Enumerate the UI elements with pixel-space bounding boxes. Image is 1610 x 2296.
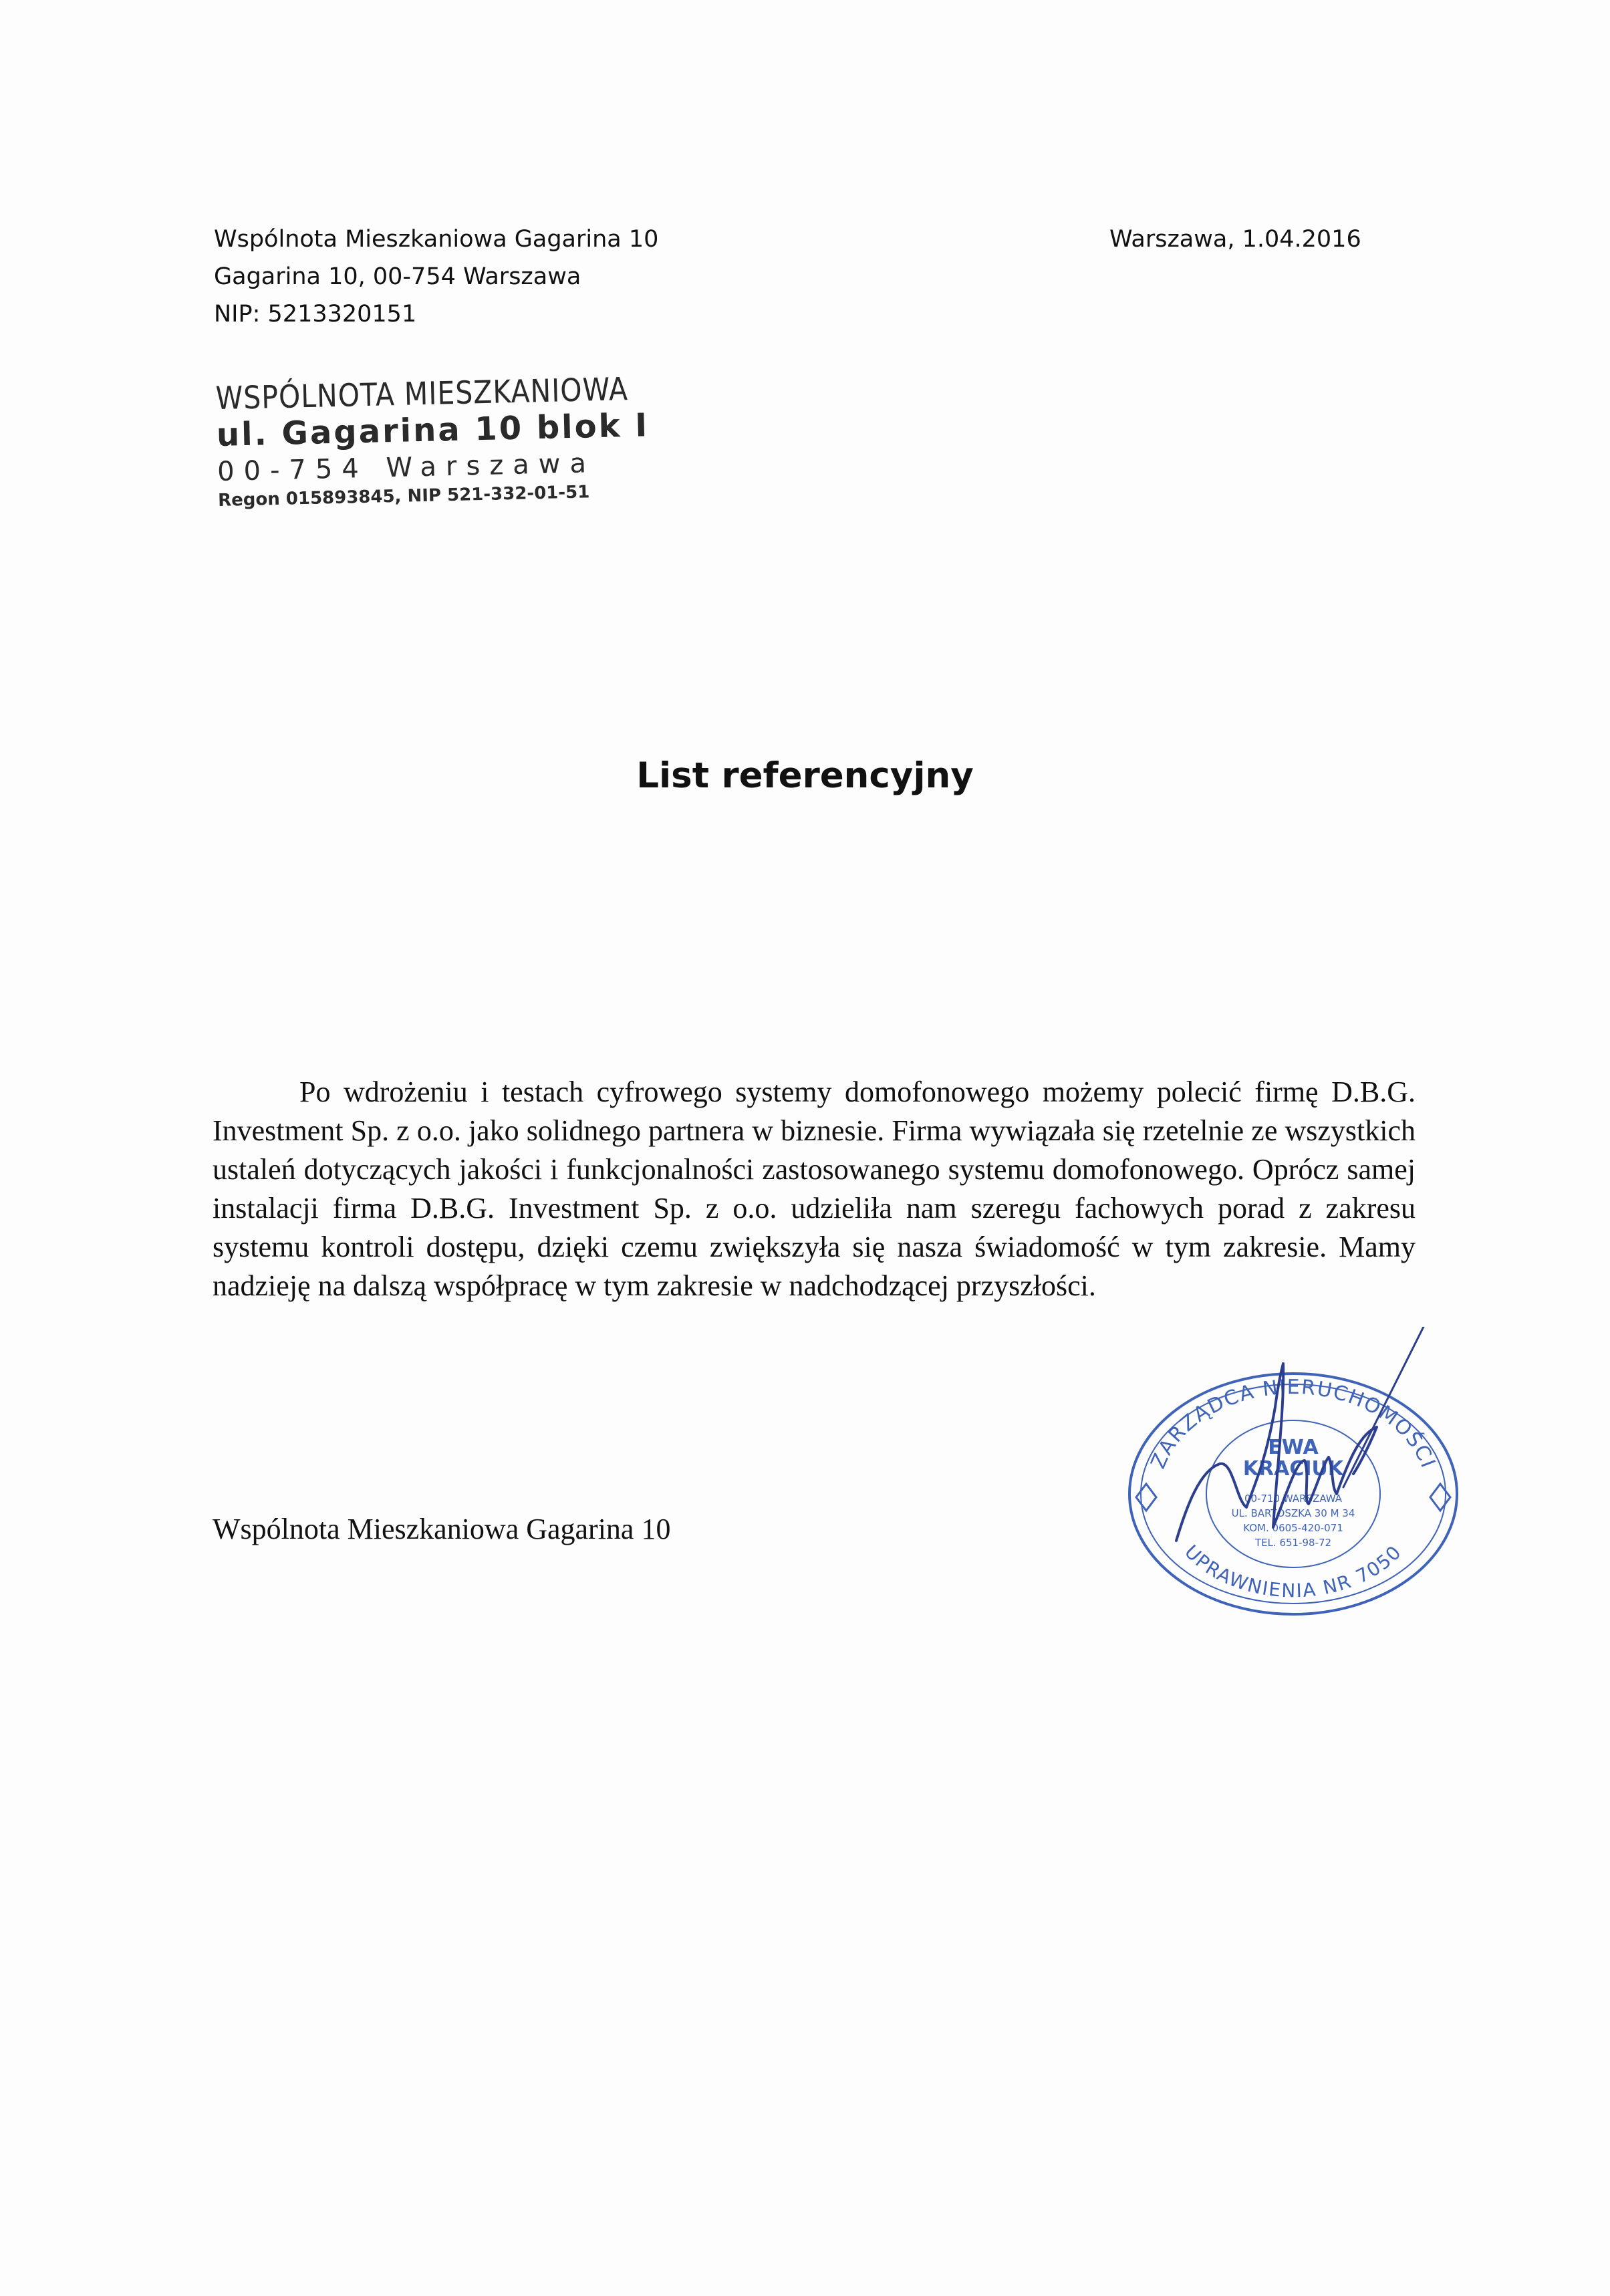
seal-ring-top-text: ZARZĄDCA NIERUCHOMOŚCI <box>1146 1376 1440 1473</box>
letter-title: List referencyjny <box>636 755 974 796</box>
seal-name-line-1: EWA <box>1268 1436 1319 1459</box>
seal-address-line-4: TEL. 651-98-72 <box>1254 1537 1332 1549</box>
letter-signoff: Wspólnota Mieszkaniowa Gagarina 10 <box>213 1513 671 1545</box>
seal-address-line-1: 00-710 WARSZAWA <box>1244 1493 1343 1505</box>
rubber-stamp-header <box>215 370 650 513</box>
seal-left-diamond-icon <box>1136 1484 1156 1511</box>
seal-name-line-2: KRACIUK <box>1242 1457 1344 1481</box>
seal-ring-bottom-text: UPRAWNIENIA NR 7050 <box>1180 1540 1406 1602</box>
seal-address-line-2: UL. BARTOSZKA 30 M 34 <box>1231 1507 1355 1519</box>
stamp-header-line-4: Regon 015893845, NIP 521-332-01-51 <box>217 482 590 511</box>
sender-name: Wspólnota Mieszkaniowa Gagarina 10 <box>214 226 659 253</box>
seal-right-diamond-icon <box>1430 1484 1450 1511</box>
sender-address-block <box>214 221 658 333</box>
seal-address-line-3: KOM. 0605-420-071 <box>1243 1522 1343 1534</box>
official-seal-with-signature <box>1096 1327 1490 1641</box>
letter-date: Warszawa, 1.04.2016 <box>1109 226 1361 253</box>
stamp-header-line-1: WSPÓLNOTA MIESZKANIOWA <box>215 370 629 417</box>
sender-nip: NIP: 5213320151 <box>214 301 417 328</box>
sender-street: Gagarina 10, 00-754 Warszawa <box>214 263 581 290</box>
letter-body: Po wdrożeniu i testach cyfrowego systemy domofonowego możemy polecić firmę D.B.G. Investment Sp. z o.o. jako solidnego partnera w biznesie. Firma wywiązała się rzetelnie ze wszystkich ustaleń dotyczących jakości i funkcjonalności zastosowanego systemu domofonowego. Oprócz samej instalacji firma D.B.G. Investment Sp. z o.o. udzieliła nam szeregu fachowych porad z zakresu systemu kontroli dostępu, dzięki czemu zwiększyła się nasza świadomość w tym zakresie. Mamy nadzieję na dalszą współpracę w tym zakresie w nadchodzącej przyszłości. <box>213 1075 1416 1302</box>
stamp-header-line-3: 00-754 Warszawa <box>217 448 596 487</box>
stamp-header-line-2: ul. Gagarina 10 blok I <box>216 406 650 454</box>
